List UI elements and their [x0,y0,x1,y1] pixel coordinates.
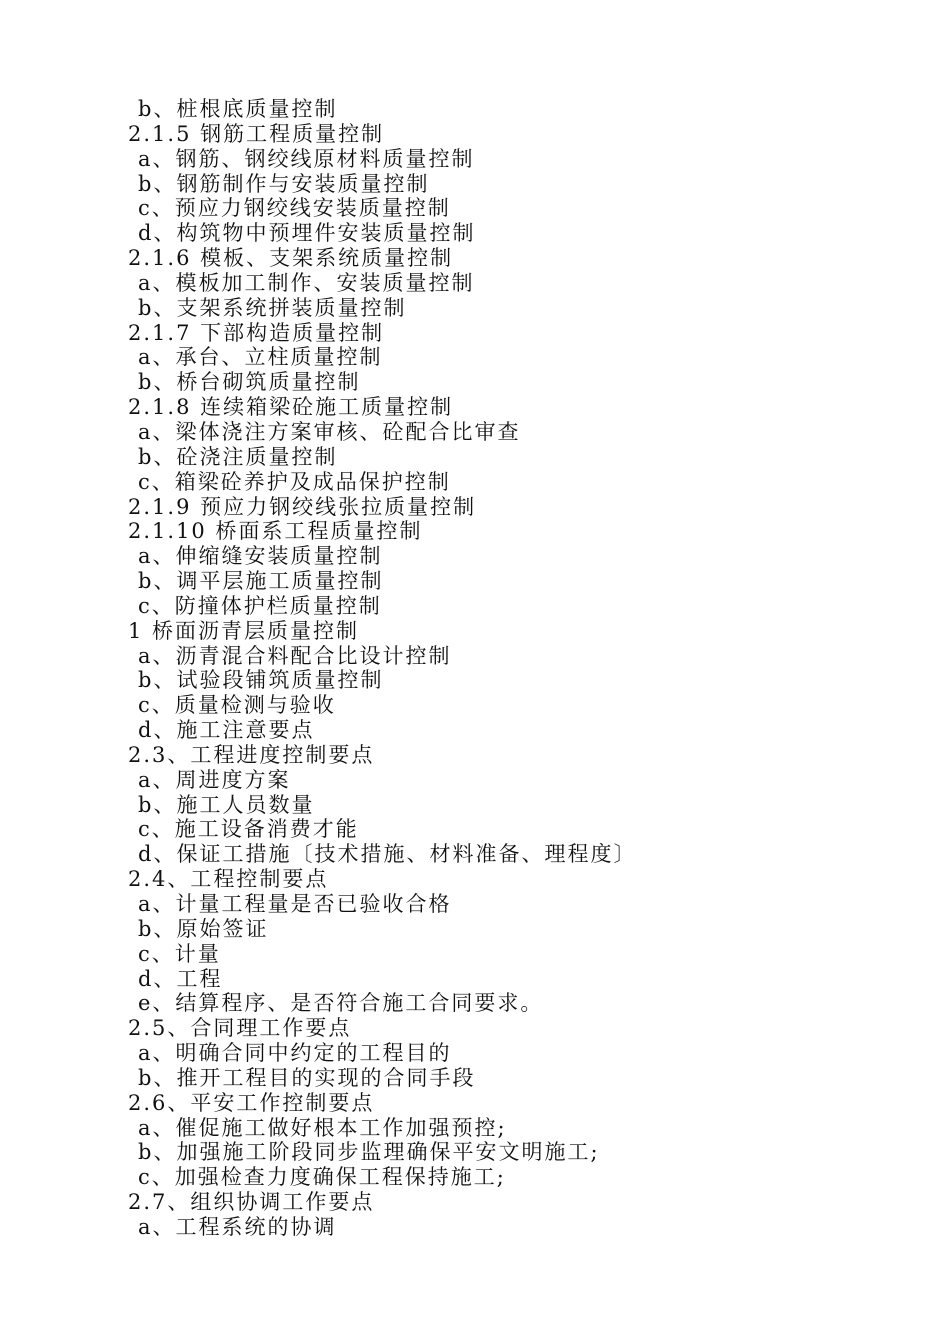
outline-sub-item: b、原始签证 [138,916,269,941]
outline-heading: 1 桥面沥青层质量控制 [128,618,360,643]
outline-list [128,97,908,1240]
outline-heading: 2.1.8 连续箱梁砼施工质量控制 [128,395,454,420]
outline-sub-item: c、计量 [138,941,221,966]
outline-heading: 2.6、平安工作控制要点 [128,1090,375,1115]
outline-sub-item: d、施工注意要点 [138,718,315,743]
outline-sub-item: b、推开工程目的实现的合同手段 [138,1065,476,1090]
outline-sub-item: c、质量检测与验收 [138,693,336,718]
outline-sub-item: b、钢筋制作与安装质量控制 [138,171,430,196]
outline-sub-item: a、周进度方案 [138,767,291,792]
outline-sub-item: b、调平层施工质量控制 [138,569,384,594]
outline-sub-item: c、防撞体护栏质量控制 [138,593,382,618]
outline-sub-item: a、催促施工做好根本工作加强预控; [138,1115,507,1140]
outline-heading: 2.1.6 模板、支架系统质量控制 [128,246,454,271]
outline-heading: 2.5、合同理工作要点 [128,1016,352,1041]
outline-sub-item: d、保证工措施〔技术措施、材料准备、理程度〕 [138,842,637,867]
outline-heading: 2.1.5 钢筋工程质量控制 [128,121,385,146]
outline-sub-item: b、施工人员数量 [138,792,315,817]
outline-sub-item: e、结算程序、是否符合施工合同要求。 [138,991,544,1016]
outline-sub-item: a、钢筋、钢绞线原材料质量控制 [138,146,475,171]
outline-sub-item: a、工程系统的协调 [138,1214,337,1239]
outline-sub-item: b、加强施工阶段同步监理确保平安文明施工; [138,1140,600,1165]
outline-sub-item: a、模板加工制作、安装质量控制 [138,270,475,295]
outline-sub-item: b、支架系统拼装质量控制 [138,295,407,320]
outline-sub-item: a、沥青混合料配合比设计控制 [138,643,452,668]
outline-sub-item: c、施工设备消费才能 [138,817,359,842]
outline-heading: 2.7、组织协调工作要点 [128,1190,375,1215]
outline-sub-item: a、明确合同中约定的工程目的 [138,1041,452,1066]
outline-sub-item: c、箱梁砼养护及成品保护控制 [138,469,451,494]
outline-sub-item: b、桩根底质量控制 [138,97,338,121]
outline-sub-item: a、计量工程量是否已验收合格 [138,892,452,916]
outline-sub-item: c、加强检查力度确保工程保持施工; [138,1165,506,1190]
outline-sub-item: b、桥台砌筑质量控制 [138,370,361,395]
outline-heading: 2.4、工程控制要点 [128,867,329,892]
outline-sub-item: a、梁体浇注方案审核、砼配合比审查 [138,419,521,444]
outline-sub-item: d、构筑物中预埋件安装质量控制 [138,221,476,246]
outline-sub-item: a、伸缩缝安装质量控制 [138,544,383,569]
outline-heading: 2.1.9 预应力钢绞线张拉质量控制 [128,494,477,519]
outline-sub-item: b、砼浇注质量控制 [138,444,338,469]
outline-sub-item: c、预应力钢绞线安装质量控制 [138,196,451,221]
outline-sub-item: a、承台、立柱质量控制 [138,345,383,370]
outline-heading: 2.1.7 下部构造质量控制 [128,320,385,345]
outline-heading: 2.1.10 桥面系工程质量控制 [128,519,423,544]
outline-sub-item: b、试验段铺筑质量控制 [138,668,384,693]
outline-heading: 2.3、工程进度控制要点 [128,742,375,767]
outline-sub-item: d、工程 [138,966,223,991]
